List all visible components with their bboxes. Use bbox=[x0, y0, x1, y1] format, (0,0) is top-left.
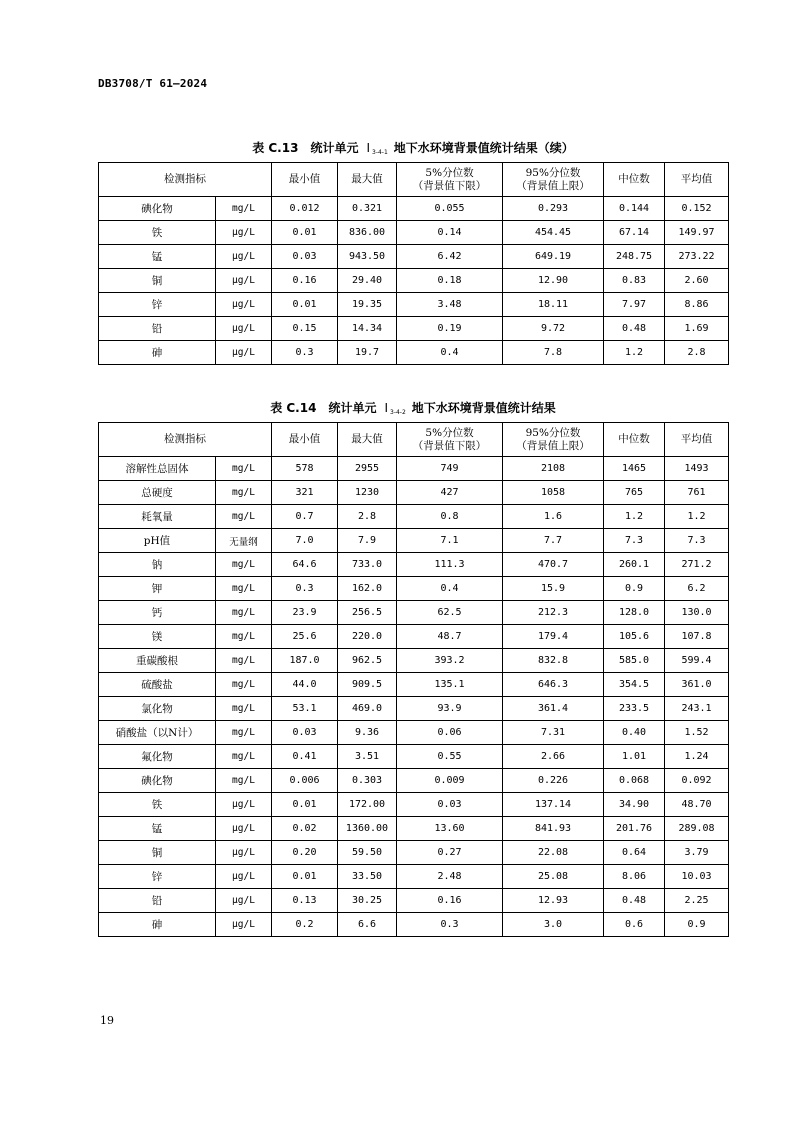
table-row bbox=[99, 553, 729, 577]
header-p5-line2: （背景值下限） bbox=[412, 439, 487, 452]
max-cell: 29.40 bbox=[338, 269, 397, 293]
p5-cell: 0.4 bbox=[397, 577, 503, 601]
max-cell: 6.6 bbox=[338, 913, 397, 937]
max-cell: 162.0 bbox=[338, 577, 397, 601]
header-p95 bbox=[503, 163, 604, 197]
mean-cell: 1493 bbox=[665, 457, 729, 481]
median-cell: 1.2 bbox=[604, 341, 665, 365]
indicator-cell: 锰 bbox=[99, 245, 216, 269]
mean-cell: 10.03 bbox=[665, 865, 729, 889]
max-cell: 59.50 bbox=[338, 841, 397, 865]
p5-cell: 0.8 bbox=[397, 505, 503, 529]
table-row bbox=[99, 625, 729, 649]
table-row bbox=[99, 245, 729, 269]
min-cell: 578 bbox=[272, 457, 338, 481]
median-cell: 8.06 bbox=[604, 865, 665, 889]
table-c14-label: 统计单元 bbox=[328, 401, 377, 415]
indicator-cell: 镁 bbox=[99, 625, 216, 649]
unit-cell: mg/L bbox=[216, 505, 272, 529]
table-c13-caption bbox=[98, 139, 728, 156]
indicator-cell: 砷 bbox=[99, 341, 216, 365]
mean-cell: 0.9 bbox=[665, 913, 729, 937]
median-cell: 0.48 bbox=[604, 889, 665, 913]
min-cell: 0.15 bbox=[272, 317, 338, 341]
header-p95-line2: （背景值上限） bbox=[516, 179, 590, 192]
p95-cell: 454.45 bbox=[503, 221, 604, 245]
p95-cell: 25.08 bbox=[503, 865, 604, 889]
min-cell: 0.01 bbox=[272, 293, 338, 317]
max-cell: 909.5 bbox=[338, 673, 397, 697]
max-cell: 3.51 bbox=[338, 745, 397, 769]
min-cell: 0.03 bbox=[272, 721, 338, 745]
p95-cell: 3.0 bbox=[503, 913, 604, 937]
median-cell: 0.64 bbox=[604, 841, 665, 865]
indicator-cell: 碘化物 bbox=[99, 769, 216, 793]
header-p95-line1: 95%分位数 bbox=[525, 166, 581, 179]
unit-cell: mg/L bbox=[216, 649, 272, 673]
p5-cell: 7.1 bbox=[397, 529, 503, 553]
p95-cell: 1.6 bbox=[503, 505, 604, 529]
indicator-cell: 硝酸盐（以N计） bbox=[99, 721, 216, 745]
unit-cell: 无量纲 bbox=[216, 529, 272, 553]
p95-cell: 179.4 bbox=[503, 625, 604, 649]
max-cell: 14.34 bbox=[338, 317, 397, 341]
mean-cell: 361.0 bbox=[665, 673, 729, 697]
table-row bbox=[99, 341, 729, 365]
min-cell: 0.006 bbox=[272, 769, 338, 793]
p95-cell: 12.90 bbox=[503, 269, 604, 293]
median-cell: 201.76 bbox=[604, 817, 665, 841]
table-c13-header-row bbox=[99, 163, 729, 197]
p95-cell: 9.72 bbox=[503, 317, 604, 341]
unit-cell: μg/L bbox=[216, 865, 272, 889]
indicator-cell: 耗氧量 bbox=[99, 505, 216, 529]
median-cell: 585.0 bbox=[604, 649, 665, 673]
table-row bbox=[99, 577, 729, 601]
table-row bbox=[99, 481, 729, 505]
mean-cell: 273.22 bbox=[665, 245, 729, 269]
table-c14-roman: Ⅰ bbox=[384, 401, 388, 415]
p5-cell: 13.60 bbox=[397, 817, 503, 841]
indicator-cell: 重碳酸根 bbox=[99, 649, 216, 673]
p95-cell: 646.3 bbox=[503, 673, 604, 697]
indicator-cell: 溶解性总固体 bbox=[99, 457, 216, 481]
p95-cell: 0.293 bbox=[503, 197, 604, 221]
p95-cell: 841.93 bbox=[503, 817, 604, 841]
header-p95 bbox=[503, 423, 604, 457]
unit-cell: mg/L bbox=[216, 697, 272, 721]
indicator-cell: 砷 bbox=[99, 913, 216, 937]
table-row bbox=[99, 197, 729, 221]
mean-cell: 1.52 bbox=[665, 721, 729, 745]
table-c14-caption bbox=[98, 399, 728, 416]
p5-cell: 0.18 bbox=[397, 269, 503, 293]
header-p5-line1: 5%分位数 bbox=[425, 426, 474, 439]
max-cell: 220.0 bbox=[338, 625, 397, 649]
unit-cell: mg/L bbox=[216, 197, 272, 221]
indicator-cell: 钾 bbox=[99, 577, 216, 601]
median-cell: 233.5 bbox=[604, 697, 665, 721]
header-min: 最小值 bbox=[272, 163, 338, 197]
min-cell: 23.9 bbox=[272, 601, 338, 625]
p5-cell: 0.055 bbox=[397, 197, 503, 221]
table-row bbox=[99, 697, 729, 721]
p5-cell: 427 bbox=[397, 481, 503, 505]
min-cell: 187.0 bbox=[272, 649, 338, 673]
p5-cell: 0.3 bbox=[397, 913, 503, 937]
header-p95-line2: （背景值上限） bbox=[516, 439, 590, 452]
min-cell: 44.0 bbox=[272, 673, 338, 697]
header-p5-line2: （背景值下限） bbox=[412, 179, 487, 192]
max-cell: 2955 bbox=[338, 457, 397, 481]
median-cell: 1.2 bbox=[604, 505, 665, 529]
indicator-cell: 铅 bbox=[99, 317, 216, 341]
indicator-cell: 锌 bbox=[99, 865, 216, 889]
indicator-cell: 氟化物 bbox=[99, 745, 216, 769]
table-row bbox=[99, 269, 729, 293]
unit-cell: μg/L bbox=[216, 841, 272, 865]
median-cell: 34.90 bbox=[604, 793, 665, 817]
median-cell: 248.75 bbox=[604, 245, 665, 269]
header-median: 中位数 bbox=[604, 423, 665, 457]
p5-cell: 0.27 bbox=[397, 841, 503, 865]
table-c14-subscript: 3-4-2 bbox=[390, 409, 406, 416]
median-cell: 67.14 bbox=[604, 221, 665, 245]
table-row bbox=[99, 457, 729, 481]
unit-cell: μg/L bbox=[216, 293, 272, 317]
median-cell: 0.83 bbox=[604, 269, 665, 293]
mean-cell: 3.79 bbox=[665, 841, 729, 865]
table-row bbox=[99, 865, 729, 889]
mean-cell: 0.092 bbox=[665, 769, 729, 793]
max-cell: 7.9 bbox=[338, 529, 397, 553]
table-c14-header-row bbox=[99, 423, 729, 457]
table-row bbox=[99, 601, 729, 625]
max-cell: 172.00 bbox=[338, 793, 397, 817]
unit-cell: mg/L bbox=[216, 625, 272, 649]
unit-cell: mg/L bbox=[216, 553, 272, 577]
p5-cell: 48.7 bbox=[397, 625, 503, 649]
median-cell: 260.1 bbox=[604, 553, 665, 577]
min-cell: 0.2 bbox=[272, 913, 338, 937]
unit-cell: μg/L bbox=[216, 913, 272, 937]
mean-cell: 7.3 bbox=[665, 529, 729, 553]
min-cell: 53.1 bbox=[272, 697, 338, 721]
table-row bbox=[99, 529, 729, 553]
min-cell: 7.0 bbox=[272, 529, 338, 553]
p5-cell: 393.2 bbox=[397, 649, 503, 673]
indicator-cell: 总硬度 bbox=[99, 481, 216, 505]
max-cell: 19.7 bbox=[338, 341, 397, 365]
min-cell: 321 bbox=[272, 481, 338, 505]
min-cell: 0.20 bbox=[272, 841, 338, 865]
table-c13 bbox=[98, 162, 729, 365]
max-cell: 2.8 bbox=[338, 505, 397, 529]
table-c14 bbox=[98, 422, 729, 937]
p5-cell: 111.3 bbox=[397, 553, 503, 577]
p95-cell: 2.66 bbox=[503, 745, 604, 769]
indicator-cell: 锌 bbox=[99, 293, 216, 317]
unit-cell: mg/L bbox=[216, 769, 272, 793]
table-row bbox=[99, 889, 729, 913]
p5-cell: 0.4 bbox=[397, 341, 503, 365]
median-cell: 0.144 bbox=[604, 197, 665, 221]
mean-cell: 1.2 bbox=[665, 505, 729, 529]
p95-cell: 1058 bbox=[503, 481, 604, 505]
indicator-cell: 硫酸盐 bbox=[99, 673, 216, 697]
min-cell: 0.16 bbox=[272, 269, 338, 293]
mean-cell: 8.86 bbox=[665, 293, 729, 317]
median-cell: 0.40 bbox=[604, 721, 665, 745]
table-c14-number: 表 C.14 bbox=[270, 401, 317, 415]
min-cell: 0.01 bbox=[272, 221, 338, 245]
p5-cell: 749 bbox=[397, 457, 503, 481]
min-cell: 0.13 bbox=[272, 889, 338, 913]
header-max: 最大值 bbox=[338, 163, 397, 197]
median-cell: 0.068 bbox=[604, 769, 665, 793]
table-row bbox=[99, 721, 729, 745]
p95-cell: 361.4 bbox=[503, 697, 604, 721]
table-row bbox=[99, 913, 729, 937]
table-row bbox=[99, 841, 729, 865]
table-row bbox=[99, 293, 729, 317]
indicator-cell: 铁 bbox=[99, 793, 216, 817]
p95-cell: 7.7 bbox=[503, 529, 604, 553]
indicator-cell: 钠 bbox=[99, 553, 216, 577]
min-cell: 25.6 bbox=[272, 625, 338, 649]
p95-cell: 470.7 bbox=[503, 553, 604, 577]
header-indicator: 检测指标 bbox=[99, 423, 272, 457]
median-cell: 105.6 bbox=[604, 625, 665, 649]
header-median: 中位数 bbox=[604, 163, 665, 197]
header-min: 最小值 bbox=[272, 423, 338, 457]
unit-cell: mg/L bbox=[216, 721, 272, 745]
table-c13-label: 统计单元 bbox=[310, 141, 359, 155]
p95-cell: 212.3 bbox=[503, 601, 604, 625]
table-row bbox=[99, 793, 729, 817]
mean-cell: 1.69 bbox=[665, 317, 729, 341]
mean-cell: 1.24 bbox=[665, 745, 729, 769]
median-cell: 1.01 bbox=[604, 745, 665, 769]
p95-cell: 18.11 bbox=[503, 293, 604, 317]
p95-cell: 649.19 bbox=[503, 245, 604, 269]
max-cell: 256.5 bbox=[338, 601, 397, 625]
mean-cell: 130.0 bbox=[665, 601, 729, 625]
unit-cell: mg/L bbox=[216, 673, 272, 697]
min-cell: 0.3 bbox=[272, 577, 338, 601]
mean-cell: 107.8 bbox=[665, 625, 729, 649]
unit-cell: μg/L bbox=[216, 269, 272, 293]
unit-cell: mg/L bbox=[216, 601, 272, 625]
max-cell: 0.321 bbox=[338, 197, 397, 221]
p95-cell: 22.08 bbox=[503, 841, 604, 865]
min-cell: 0.012 bbox=[272, 197, 338, 221]
unit-cell: mg/L bbox=[216, 481, 272, 505]
mean-cell: 599.4 bbox=[665, 649, 729, 673]
p95-cell: 15.9 bbox=[503, 577, 604, 601]
min-cell: 0.41 bbox=[272, 745, 338, 769]
max-cell: 30.25 bbox=[338, 889, 397, 913]
p5-cell: 3.48 bbox=[397, 293, 503, 317]
p5-cell: 2.48 bbox=[397, 865, 503, 889]
max-cell: 943.50 bbox=[338, 245, 397, 269]
header-indicator: 检测指标 bbox=[99, 163, 272, 197]
max-cell: 0.303 bbox=[338, 769, 397, 793]
indicator-cell: 氯化物 bbox=[99, 697, 216, 721]
mean-cell: 2.8 bbox=[665, 341, 729, 365]
median-cell: 0.48 bbox=[604, 317, 665, 341]
table-c14-title: 地下水环境背景值统计结果 bbox=[411, 401, 556, 415]
indicator-cell: pH值 bbox=[99, 529, 216, 553]
mean-cell: 243.1 bbox=[665, 697, 729, 721]
unit-cell: mg/L bbox=[216, 745, 272, 769]
unit-cell: μg/L bbox=[216, 341, 272, 365]
table-c13-number: 表 C.13 bbox=[252, 141, 299, 155]
p95-cell: 2108 bbox=[503, 457, 604, 481]
min-cell: 0.3 bbox=[272, 341, 338, 365]
p95-cell: 0.226 bbox=[503, 769, 604, 793]
indicator-cell: 锰 bbox=[99, 817, 216, 841]
header-mean: 平均值 bbox=[665, 163, 729, 197]
header-p5 bbox=[397, 423, 503, 457]
unit-cell: μg/L bbox=[216, 245, 272, 269]
mean-cell: 761 bbox=[665, 481, 729, 505]
max-cell: 9.36 bbox=[338, 721, 397, 745]
p95-cell: 7.8 bbox=[503, 341, 604, 365]
p5-cell: 0.16 bbox=[397, 889, 503, 913]
table-c13-roman: Ⅰ bbox=[366, 141, 370, 155]
median-cell: 7.3 bbox=[604, 529, 665, 553]
header-p5 bbox=[397, 163, 503, 197]
page-number: 19 bbox=[100, 1014, 114, 1027]
min-cell: 0.02 bbox=[272, 817, 338, 841]
min-cell: 0.01 bbox=[272, 865, 338, 889]
p5-cell: 0.14 bbox=[397, 221, 503, 245]
max-cell: 1230 bbox=[338, 481, 397, 505]
mean-cell: 6.2 bbox=[665, 577, 729, 601]
indicator-cell: 铜 bbox=[99, 841, 216, 865]
median-cell: 0.6 bbox=[604, 913, 665, 937]
p5-cell: 135.1 bbox=[397, 673, 503, 697]
unit-cell: mg/L bbox=[216, 457, 272, 481]
min-cell: 0.01 bbox=[272, 793, 338, 817]
max-cell: 962.5 bbox=[338, 649, 397, 673]
mean-cell: 289.08 bbox=[665, 817, 729, 841]
unit-cell: μg/L bbox=[216, 793, 272, 817]
table-row bbox=[99, 505, 729, 529]
median-cell: 354.5 bbox=[604, 673, 665, 697]
p5-cell: 0.55 bbox=[397, 745, 503, 769]
document-code: DB3708/T 61—2024 bbox=[98, 77, 208, 90]
mean-cell: 149.97 bbox=[665, 221, 729, 245]
table-row bbox=[99, 817, 729, 841]
median-cell: 765 bbox=[604, 481, 665, 505]
indicator-cell: 碘化物 bbox=[99, 197, 216, 221]
unit-cell: μg/L bbox=[216, 817, 272, 841]
p5-cell: 62.5 bbox=[397, 601, 503, 625]
indicator-cell: 铅 bbox=[99, 889, 216, 913]
header-p5-line1: 5%分位数 bbox=[425, 166, 474, 179]
p5-cell: 0.03 bbox=[397, 793, 503, 817]
p5-cell: 93.9 bbox=[397, 697, 503, 721]
indicator-cell: 铜 bbox=[99, 269, 216, 293]
max-cell: 19.35 bbox=[338, 293, 397, 317]
median-cell: 7.97 bbox=[604, 293, 665, 317]
unit-cell: μg/L bbox=[216, 221, 272, 245]
header-mean: 平均值 bbox=[665, 423, 729, 457]
p5-cell: 0.06 bbox=[397, 721, 503, 745]
table-c13-title: 地下水环境背景值统计结果（续） bbox=[393, 141, 574, 155]
p95-cell: 832.8 bbox=[503, 649, 604, 673]
p5-cell: 0.19 bbox=[397, 317, 503, 341]
median-cell: 1465 bbox=[604, 457, 665, 481]
p95-cell: 137.14 bbox=[503, 793, 604, 817]
header-max: 最大值 bbox=[338, 423, 397, 457]
indicator-cell: 铁 bbox=[99, 221, 216, 245]
table-row bbox=[99, 221, 729, 245]
unit-cell: μg/L bbox=[216, 317, 272, 341]
table-row bbox=[99, 317, 729, 341]
max-cell: 469.0 bbox=[338, 697, 397, 721]
table-row bbox=[99, 745, 729, 769]
table-row bbox=[99, 649, 729, 673]
max-cell: 733.0 bbox=[338, 553, 397, 577]
mean-cell: 0.152 bbox=[665, 197, 729, 221]
max-cell: 33.50 bbox=[338, 865, 397, 889]
max-cell: 836.00 bbox=[338, 221, 397, 245]
median-cell: 128.0 bbox=[604, 601, 665, 625]
p5-cell: 6.42 bbox=[397, 245, 503, 269]
min-cell: 0.03 bbox=[272, 245, 338, 269]
mean-cell: 2.60 bbox=[665, 269, 729, 293]
unit-cell: μg/L bbox=[216, 889, 272, 913]
min-cell: 0.7 bbox=[272, 505, 338, 529]
p95-cell: 7.31 bbox=[503, 721, 604, 745]
table-row bbox=[99, 769, 729, 793]
indicator-cell: 钙 bbox=[99, 601, 216, 625]
table-row bbox=[99, 673, 729, 697]
p5-cell: 0.009 bbox=[397, 769, 503, 793]
max-cell: 1360.00 bbox=[338, 817, 397, 841]
unit-cell: mg/L bbox=[216, 577, 272, 601]
header-p95-line1: 95%分位数 bbox=[525, 426, 581, 439]
p95-cell: 12.93 bbox=[503, 889, 604, 913]
median-cell: 0.9 bbox=[604, 577, 665, 601]
min-cell: 64.6 bbox=[272, 553, 338, 577]
table-c13-subscript: 3-4-1 bbox=[372, 149, 388, 156]
mean-cell: 48.70 bbox=[665, 793, 729, 817]
mean-cell: 2.25 bbox=[665, 889, 729, 913]
mean-cell: 271.2 bbox=[665, 553, 729, 577]
